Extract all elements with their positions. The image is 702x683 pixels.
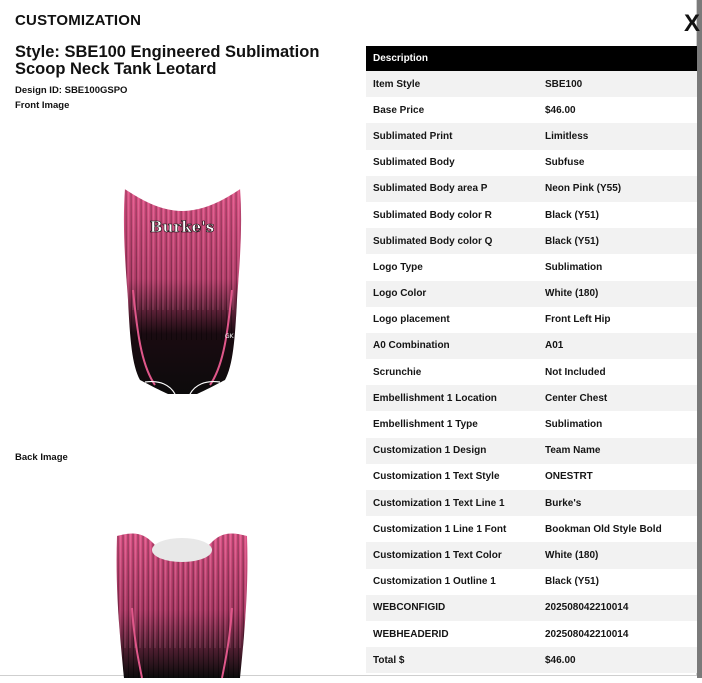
table-row	[366, 385, 697, 411]
row-label: Customization 1 Line 1 Font	[373, 523, 507, 535]
row-value: Sublimation	[545, 419, 603, 431]
modal-title: CUSTOMIZATION	[15, 12, 142, 29]
table-row	[366, 569, 697, 595]
table-row	[366, 281, 697, 307]
row-label: Customization 1 Text Line 1	[373, 497, 505, 509]
design-id: Design ID: SBE100GSPO	[15, 85, 128, 96]
row-value: A01	[545, 340, 564, 352]
front-image-label: Front Image	[15, 100, 70, 111]
row-value: Subfuse	[545, 157, 585, 169]
row-value: Bookman Old Style Bold	[545, 523, 662, 535]
row-label: Logo Type	[373, 261, 423, 273]
close-button[interactable]: X	[684, 10, 701, 37]
table-header: Description	[366, 46, 697, 71]
row-label: Embellishment 1 Location	[373, 392, 497, 404]
table-row	[366, 542, 697, 568]
product-title: Style: SBE100 Engineered Sublimation Scoop Neck Tank Leotard	[15, 43, 320, 78]
row-label: Customization 1 Design	[373, 445, 487, 457]
table-body	[366, 71, 697, 673]
row-label: Sublimated Body color Q	[373, 235, 493, 247]
row-label: WEBCONFIGID	[373, 602, 446, 614]
row-label: Item Style	[373, 78, 421, 90]
row-value: Team Name	[545, 445, 601, 457]
row-value: $46.00	[545, 654, 576, 666]
back-image-label: Back Image	[15, 452, 68, 463]
row-value: Neon Pink (Y55)	[545, 183, 622, 195]
row-label: Base Price	[373, 104, 425, 116]
front-leotard-image	[115, 180, 250, 405]
table-row	[366, 71, 697, 97]
table-row	[366, 123, 697, 149]
back-leotard-image	[112, 528, 252, 683]
front-print-text: Burke's	[149, 218, 215, 236]
scrollbar-edge	[697, 0, 702, 678]
row-value: 202508042210014	[545, 602, 629, 614]
row-value: White (180)	[545, 288, 599, 300]
row-value: White (180)	[545, 549, 599, 561]
table-row	[366, 647, 697, 673]
row-value: Center Chest	[545, 392, 608, 404]
row-value: SBE100	[545, 78, 583, 90]
table-row	[366, 307, 697, 333]
row-value: ONESTRT	[545, 471, 593, 483]
description-table	[366, 46, 697, 673]
row-value: Black (Y51)	[545, 235, 599, 247]
row-label: Logo placement	[373, 314, 450, 326]
row-label: A0 Combination	[373, 340, 450, 352]
table-row	[366, 464, 697, 490]
row-value: $46.00	[545, 104, 576, 116]
row-label: Embellishment 1 Type	[373, 419, 478, 431]
table-row	[366, 411, 697, 437]
row-label: Scrunchie	[373, 366, 422, 378]
table-row	[366, 490, 697, 516]
table-row	[366, 150, 697, 176]
row-value: Front Left Hip	[545, 314, 611, 326]
row-label: Sublimated Print	[373, 130, 453, 142]
row-value: Black (Y51)	[545, 209, 599, 221]
row-value: 202508042210014	[545, 628, 629, 640]
row-value: Black (Y51)	[545, 576, 599, 588]
row-label: Sublimated Body area P	[373, 183, 488, 195]
table-row	[366, 438, 697, 464]
table-row	[366, 97, 697, 123]
table-row	[366, 202, 697, 228]
row-label: Total $	[373, 654, 405, 666]
row-label: Customization 1 Text Style	[373, 471, 500, 483]
table-row	[366, 595, 697, 621]
row-value: Burke's	[545, 497, 582, 509]
table-row	[366, 176, 697, 202]
table-row	[366, 228, 697, 254]
row-label: Logo Color	[373, 288, 427, 300]
row-label: Customization 1 Outline 1	[373, 576, 496, 588]
table-row	[366, 516, 697, 542]
row-label: Customization 1 Text Color	[373, 549, 502, 561]
svg-text:GK: GK	[225, 333, 234, 340]
table-row	[366, 254, 697, 280]
table-row	[366, 333, 697, 359]
row-label: Sublimated Body	[373, 157, 455, 169]
table-row	[366, 359, 697, 385]
table-row	[366, 621, 697, 647]
row-label: Sublimated Body color R	[373, 209, 492, 221]
row-label: WEBHEADERID	[373, 628, 449, 640]
row-value: Sublimation	[545, 261, 603, 273]
row-value: Limitless	[545, 130, 589, 142]
row-value: Not Included	[545, 366, 606, 378]
